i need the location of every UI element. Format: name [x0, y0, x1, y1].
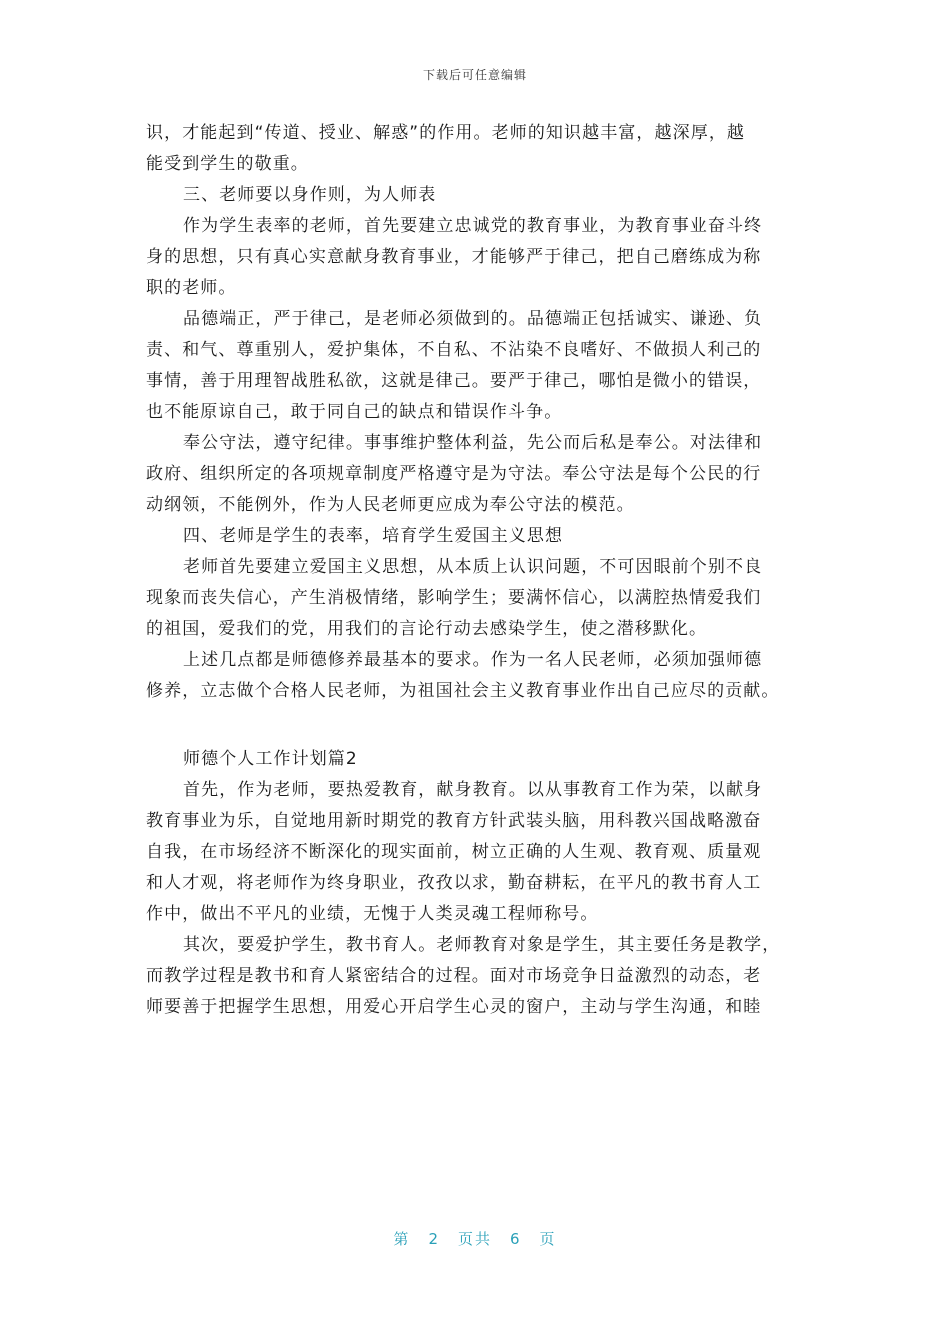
page-indicator — [0, 1228, 950, 1249]
text-line: 其次，要爱护学生，教书育人。老师教育对象是学生，其主要任务是教学， — [183, 935, 781, 955]
text-line: 的祖国，爱我们的党，用我们的言论行动去感染学生，使之潜移默化。 — [146, 619, 708, 639]
text-line: 修养，立志做个合格人民老师，为祖国社会主义教育事业作出自己应尽的贡献。 — [146, 681, 780, 701]
text-line: 自我，在市场经济不断深化的现实面前，树立正确的人生观、教育观、质量观 — [146, 842, 762, 862]
text-line: 而教学过程是教书和育人紧密结合的过程。面对市场竞争日益激烈的动态，老 — [146, 966, 762, 986]
text-line: 现象而丧失信心，产生消极情绪，影响学生；要满怀信心，以满腔热情爱我们 — [146, 588, 762, 608]
text-line: 师要善于把握学生思想，用爱心开启学生心灵的窗户，主动与学生沟通，和睦 — [146, 997, 762, 1017]
blank-gap — [146, 707, 806, 744]
text-line: 教育事业为乐，自觉地用新时期党的教育方针武装头脑，用科教兴国战略激奋 — [146, 811, 762, 831]
document-body — [146, 118, 806, 1023]
text-line: 作为学生表率的老师，首先要建立忠诚党的教育事业，为教育事业奋斗终 — [183, 216, 763, 236]
page-total: 6 — [510, 1230, 522, 1248]
text-line: 奉公守法，遵守纪律。事事维护整体利益，先公而后私是奉公。对法律和 — [183, 433, 763, 453]
page-suffix: 页 — [539, 1230, 557, 1248]
article-title: 师德个人工作计划篇2 — [183, 749, 358, 769]
page-current: 2 — [428, 1230, 440, 1248]
text-line: 身的思想，只有真心实意献身教育事业，才能够严于律己，把自己磨练成为称 — [146, 247, 762, 267]
text-line: 品德端正，严于律己，是老师必须做到的。品德端正包括诚实、谦逊、负 — [183, 309, 763, 329]
text-line: 职的老师。 — [146, 278, 237, 298]
text-line: 也不能原谅自己，敢于同自己的缺点和错误作斗争。 — [146, 402, 563, 422]
text-line: 能受到学生的敬重。 — [146, 154, 309, 174]
text-line: 作中，做出不平凡的业绩，无愧于人类灵魂工程师称号。 — [146, 904, 599, 924]
text-line: 政府、组织所定的各项规章制度严格遵守是为守法。奉公守法是每个公民的行 — [146, 464, 762, 484]
text-line: 识，才能起到“传道、授业、解惑”的作用。老师的知识越丰富，越深厚，越 — [146, 123, 746, 143]
text-line: 首先，作为老师，要热爱教育，献身教育。以从事教育工作为荣，以献身 — [183, 780, 763, 800]
text-line: 上述几点都是师德修养最基本的要求。作为一名人民老师，必须加强师德 — [183, 650, 763, 670]
page-mid: 页共 — [457, 1230, 492, 1248]
section-heading: 四、老师是学生的表率，培育学生爱国主义思想 — [183, 526, 564, 546]
text-line: 动纲领，不能例外，作为人民老师更应成为奉公守法的模范。 — [146, 495, 635, 515]
text-line: 事情，善于用理智战胜私欲，这就是律己。要严于律己，哪怕是微小的错误， — [146, 371, 762, 391]
section-heading: 三、老师要以身作则，为人师表 — [183, 185, 437, 205]
header-note: 下载后可任意编辑 — [422, 68, 527, 82]
page-prefix: 第 — [393, 1230, 411, 1248]
text-line: 老师首先要建立爱国主义思想，从本质上认识问题，不可因眼前个别不良 — [183, 557, 763, 577]
text-line: 和人才观，将老师作为终身职业，孜孜以求，勤奋耕耘，在平凡的教书育人工 — [146, 873, 762, 893]
text-line: 责、和气、尊重别人，爱护集体，不自私、不沾染不良嗜好、不做损人利己的 — [146, 340, 762, 360]
